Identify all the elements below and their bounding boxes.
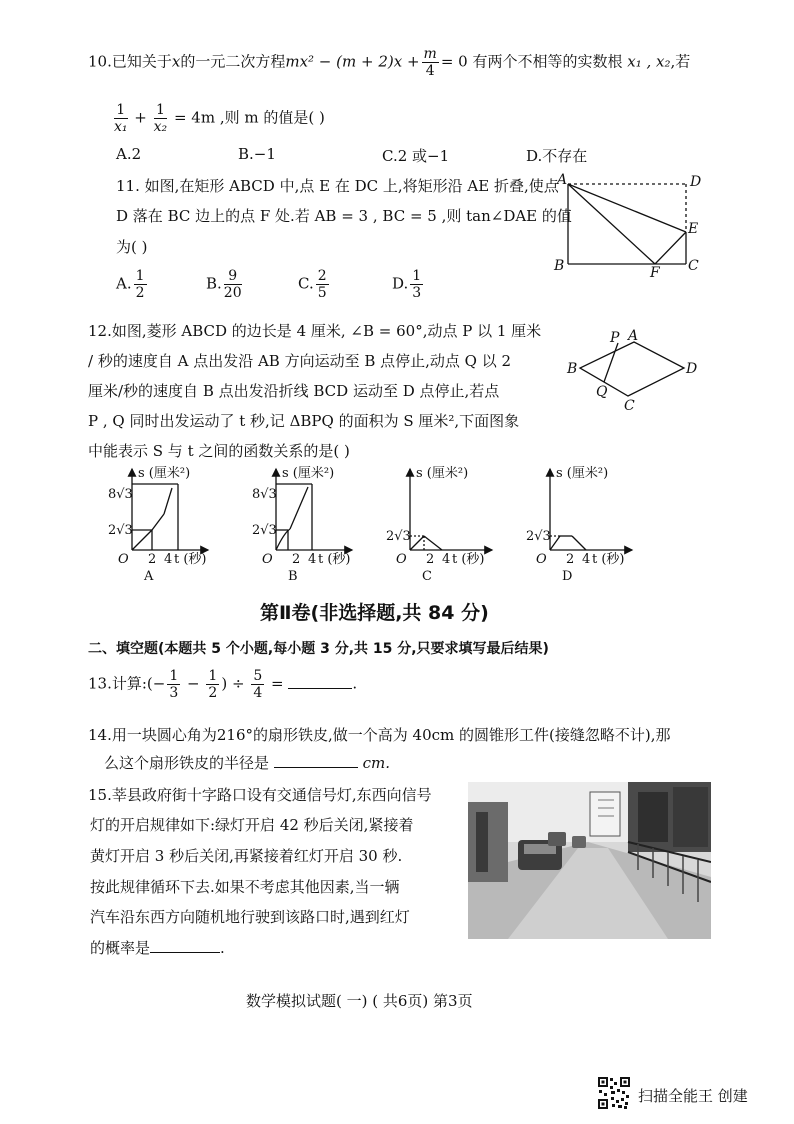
- svg-text:2√3: 2√3: [108, 523, 133, 538]
- label-d: D: [690, 174, 702, 190]
- q12-line2: / 秒的速度自 A 点出发沿 AB 方向运动至 B 点停止,动点 Q 以 2: [88, 352, 512, 370]
- svg-text:s (厘米²): s (厘米²): [556, 466, 609, 481]
- q13-answer-blank[interactable]: [288, 688, 352, 689]
- svg-text:O: O: [536, 552, 547, 567]
- svg-text:2√3: 2√3: [386, 529, 411, 544]
- svg-text:4: 4: [164, 552, 173, 567]
- q11-line3: 为( ): [116, 238, 148, 256]
- q12-line4: P , Q 同时出发运动了 t 秒,记 ΔBPQ 的面积为 S 厘米²,下面图象: [88, 412, 520, 430]
- q12-rhombus-figure: [562, 328, 712, 414]
- svg-text:2: 2: [292, 552, 301, 567]
- part2-title: 第Ⅱ卷(非选择题,共 84 分): [260, 602, 489, 624]
- svg-text:D: D: [686, 361, 698, 377]
- q15-line3: 黄灯开启 3 秒后关闭,再紧接着红灯开启 30 秒.: [90, 847, 403, 865]
- fold-ae: [568, 184, 686, 232]
- svg-text:4: 4: [442, 552, 451, 567]
- q10-eq-fraction: $\frac{m}{4}$: [423, 46, 437, 79]
- section-head-fill-blank: 二、填空题(本题共 5 个小题,每小题 3 分,共 15 分,只要求填写最后结果): [88, 641, 549, 657]
- svg-text:D: D: [562, 569, 573, 583]
- q14-answer-blank[interactable]: [274, 767, 358, 768]
- svg-text:A: A: [628, 328, 639, 344]
- q12-graph-c: [384, 463, 502, 583]
- svg-text:B: B: [567, 361, 578, 377]
- label-c: C: [688, 258, 699, 274]
- q10-frac1: $\frac{1}{\text{x₁}}$: [114, 102, 128, 135]
- q10-option-a: A.2: [116, 145, 142, 163]
- q10-frac2: $\frac{1}{\text{x₂}}$: [153, 102, 168, 135]
- svg-text:4: 4: [582, 552, 591, 567]
- fold-fe: [655, 232, 686, 264]
- svg-text:t (秒): t (秒): [592, 552, 625, 567]
- svg-text:O: O: [396, 552, 407, 567]
- q10-line1: 10.已知关于x的一元二次方程mx² − (m + 2)x + $\frac{m}{4}$ = 0 有两个不相等的实数根 x₁ , x₂,若: [88, 46, 691, 79]
- q11-rectangle-figure: [548, 170, 718, 280]
- svg-text:8√3: 8√3: [108, 487, 133, 502]
- svg-text:2√3: 2√3: [526, 529, 551, 544]
- svg-text:O: O: [118, 552, 129, 567]
- q14-line1: 14.用一块圆心角为216°的扇形铁皮,做一个高为 40cm 的圆锥形工件(接缝忽略不计),那: [88, 726, 671, 744]
- scanner-brand-text: 扫描全能王 创建: [638, 1087, 748, 1105]
- q11-option-c: C. $\frac{2}{5}$: [298, 268, 327, 301]
- q10-option-d: D.不存在: [526, 147, 588, 165]
- svg-text:Q: Q: [596, 384, 608, 400]
- q10-option-b: B.−1: [238, 145, 276, 163]
- q10-option-c: C.2 或−1: [382, 147, 450, 165]
- q12-graph-a: [104, 463, 216, 583]
- q15-line4: 按此规律循环下去.如果不考虑其他因素,当一辆: [90, 878, 400, 896]
- q15-line5: 汽车沿东西方向随机地行驶到该路口时,遇到红灯: [90, 908, 410, 926]
- svg-text:C: C: [624, 398, 635, 414]
- svg-text:O: O: [262, 552, 273, 567]
- segment-pq: [604, 343, 618, 382]
- label-a: A: [557, 172, 568, 188]
- q12-line5: 中能表示 S 与 t 之间的函数关系的是( ): [88, 442, 350, 460]
- q11-option-b: B. $\frac{9}{20}$: [206, 268, 242, 301]
- qr-code-icon: [597, 1076, 631, 1110]
- label-b: B: [554, 258, 565, 274]
- svg-text:C: C: [422, 569, 432, 583]
- svg-text:4: 4: [308, 552, 317, 567]
- fold-af: [568, 184, 655, 264]
- q15-answer-blank[interactable]: [150, 952, 220, 953]
- q12-graph-d: [522, 463, 640, 583]
- svg-text:t (秒): t (秒): [174, 552, 207, 567]
- q15-line2: 灯的开启规律如下:绿灯开启 42 秒后关闭,紧接着: [90, 816, 414, 834]
- svg-text:s (厘米²): s (厘米²): [416, 466, 469, 481]
- q10-line2: $\frac{1}{\text{x₁}}$ + $\frac{1}{\text{x₂}}$ = 4m ,则 m 的值是( ): [114, 102, 325, 135]
- q15-traffic-photo: [468, 782, 711, 939]
- q13-line: 13.计算:(− $\frac{1}{3}$ − $\frac{1}{2}$ ) ÷ $\frac{5}{4}$ = .: [88, 668, 358, 701]
- svg-text:2: 2: [148, 552, 157, 567]
- svg-text:B: B: [288, 569, 298, 583]
- svg-text:A: A: [144, 569, 154, 583]
- svg-text:P: P: [610, 330, 620, 346]
- q11-line1: 11. 如图,在矩形 ABCD 中,点 E 在 DC 上,将矩形沿 AE 折叠,使点: [116, 177, 559, 195]
- q12-line3: 厘米/秒的速度自 B 点出发沿折线 BCD 运动至 D 点停止,若点: [88, 382, 500, 400]
- page-footer: 数学模拟试题( 一) ( 共6页) 第3页: [246, 992, 473, 1010]
- svg-text:t (秒): t (秒): [318, 552, 351, 567]
- q11-option-a: A. $\frac{1}{2}$: [116, 268, 145, 301]
- svg-text:2: 2: [566, 552, 575, 567]
- q11-line2: D 落在 BC 边上的点 F 处.若 AB = 3 , BC = 5 ,则 tan∠DAE 的值: [116, 207, 572, 225]
- q11-option-d: D. $\frac{1}{3}$: [392, 268, 422, 301]
- svg-text:8√3: 8√3: [252, 487, 277, 502]
- q14-line2: 么这个扇形铁皮的半径是 cm.: [104, 754, 390, 772]
- q12-graph-b: [248, 463, 360, 583]
- svg-text:2√3: 2√3: [252, 523, 277, 538]
- q12-line1: 12.如图,菱形 ABCD 的边长是 4 厘米, ∠B = 60°,动点 P 以 1 厘米: [88, 322, 542, 340]
- svg-text:t (秒): t (秒): [452, 552, 485, 567]
- label-e: E: [688, 221, 699, 237]
- label-f: F: [650, 265, 660, 280]
- svg-text:s (厘米²): s (厘米²): [282, 466, 335, 481]
- q15-line1: 15.莘县政府街十字路口设有交通信号灯,东西向信号: [88, 786, 432, 804]
- q15-line6: 的概率是 .: [90, 939, 225, 957]
- svg-text:2: 2: [426, 552, 435, 567]
- svg-text:s (厘米²): s (厘米²): [138, 466, 191, 481]
